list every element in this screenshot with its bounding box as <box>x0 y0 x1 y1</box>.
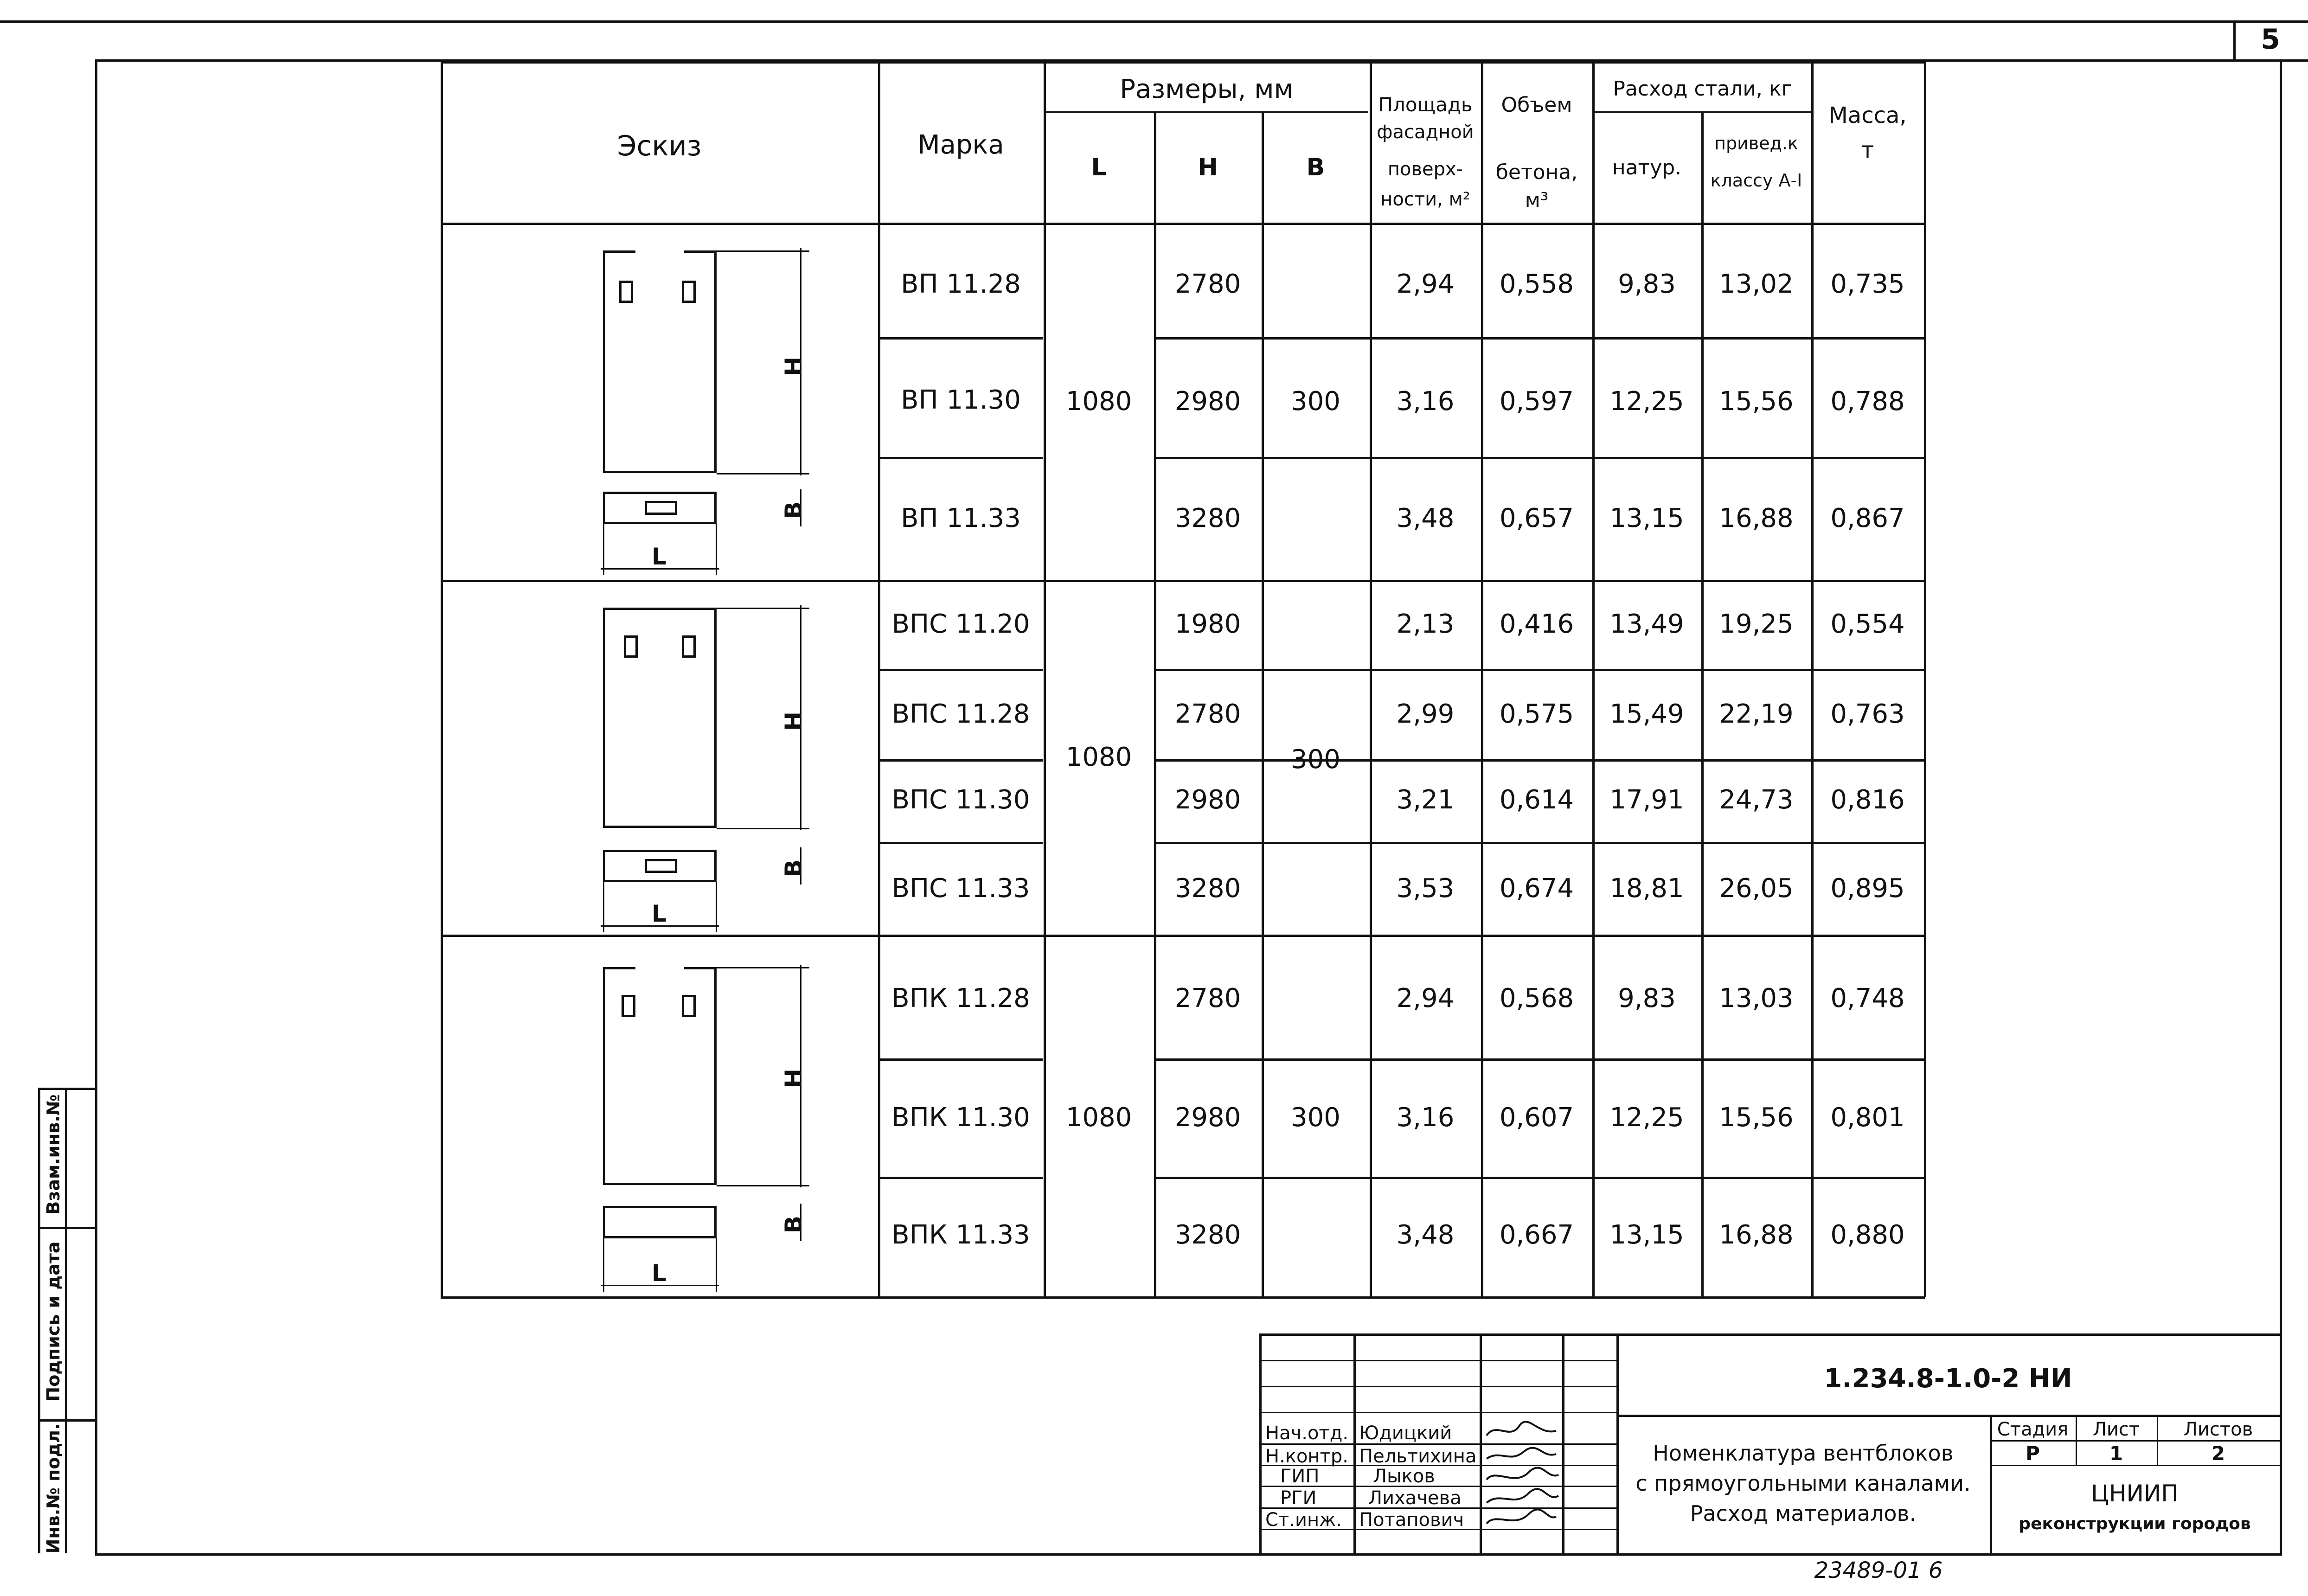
steel-nat-cell: 18,81 <box>1609 873 1684 904</box>
mass-cell: 0,735 <box>1830 269 1905 299</box>
row-line <box>878 337 1043 340</box>
area-cell: 3,53 <box>1396 873 1455 904</box>
H-cell: 3280 <box>1174 1220 1241 1250</box>
L-cell: 1080 <box>1065 742 1132 772</box>
steel-nat-cell: 15,49 <box>1609 699 1684 729</box>
header-B: B <box>1306 154 1325 181</box>
channel-opening <box>619 281 633 303</box>
header-mark: Марка <box>917 130 1004 160</box>
mass-cell: 0,554 <box>1830 609 1905 639</box>
bottom-number: 23489-01 6 <box>1814 1558 1943 1583</box>
row-line <box>878 457 1043 459</box>
area-cell: 3,48 <box>1396 503 1455 533</box>
panel-section <box>603 1206 717 1238</box>
mark-cell: ВПС 11.33 <box>891 873 1030 904</box>
steel-nat-cell: 13,49 <box>1609 609 1684 639</box>
header-volume-1: Объем <box>1501 93 1572 117</box>
H-cell: 1980 <box>1174 609 1241 639</box>
row-line <box>1154 1058 1925 1061</box>
ext-line <box>716 1238 717 1292</box>
tb-row <box>1259 1412 1616 1413</box>
stage-value: Р <box>2026 1442 2040 1465</box>
ext-line <box>603 524 604 575</box>
mass-cell: 0,788 <box>1830 386 1905 417</box>
ext-line <box>716 524 717 575</box>
channel-opening <box>682 635 696 658</box>
H-cell: 2980 <box>1174 386 1241 417</box>
L-cell: 1080 <box>1065 386 1132 417</box>
sheets-label: Листов <box>2183 1419 2253 1440</box>
person-name: Юдицкий <box>1359 1423 1452 1444</box>
row-line <box>878 842 1043 844</box>
tb-row <box>1259 1386 1616 1387</box>
panel-elevation <box>603 608 717 828</box>
dim-label-b: B <box>780 859 808 878</box>
sheet-value: 1 <box>2109 1442 2123 1465</box>
area-cell: 2,94 <box>1396 983 1455 1013</box>
frame-right <box>2280 59 2282 1554</box>
row-line <box>1154 337 1925 340</box>
panel-notch <box>635 248 684 260</box>
steel-nat-cell: 13,15 <box>1609 1220 1684 1250</box>
panel-notch <box>635 965 684 977</box>
ext-line <box>717 473 809 474</box>
frame-bottom <box>95 1553 2282 1556</box>
margin-sign-date: Подпись и дата <box>43 1241 64 1402</box>
volume-cell: 0,657 <box>1499 503 1574 533</box>
steel-red-cell: 15,56 <box>1719 1102 1794 1133</box>
steel-nat-cell: 9,83 <box>1618 269 1676 299</box>
person-name: Лыков <box>1373 1466 1435 1487</box>
B-cell: 300 <box>1291 744 1340 775</box>
role-label: Н.контр. <box>1265 1446 1348 1467</box>
stage-label: Стадия <box>1997 1419 2069 1440</box>
L-cell: 1080 <box>1065 1102 1132 1133</box>
mark-cell: ВП 11.28 <box>901 269 1021 299</box>
tb-row <box>1259 1360 1616 1361</box>
sheet-number-box-left <box>2233 20 2236 60</box>
org-line-2: реконструкции городов <box>2019 1514 2251 1533</box>
section-slot <box>645 859 677 873</box>
person-name: Лихачева <box>1368 1487 1462 1509</box>
dim-label-l: L <box>652 1260 667 1287</box>
B-cell: 300 <box>1291 1102 1340 1133</box>
H-cell: 2780 <box>1174 983 1241 1013</box>
col-line <box>1924 61 1926 1297</box>
signatures-image <box>1482 1417 1561 1531</box>
steel-red-cell: 22,19 <box>1719 699 1794 729</box>
margin-inv-no: Инв.№ подл. <box>43 1423 64 1554</box>
steel-nat-cell: 13,15 <box>1609 503 1684 533</box>
ext-line <box>717 608 809 609</box>
header-mass-1: Масса, <box>1828 103 1907 128</box>
row-line <box>878 759 1043 762</box>
sheets-value: 2 <box>2211 1442 2225 1465</box>
header-volume-2: бетона, <box>1495 160 1578 184</box>
sheet-number-box-bottom <box>2233 59 2308 62</box>
tb-code-bottom <box>1616 1415 2280 1417</box>
mass-cell: 0,816 <box>1830 785 1905 815</box>
mass-cell: 0,895 <box>1830 873 1905 904</box>
row-line <box>878 669 1043 671</box>
header-steel-red-1: привед.к <box>1714 133 1798 154</box>
header-mass-2: т <box>1861 137 1874 163</box>
row-line <box>878 1177 1043 1179</box>
row-line <box>878 1058 1043 1061</box>
mark-cell: ВПС 11.30 <box>891 785 1030 815</box>
steel-red-cell: 24,73 <box>1719 785 1794 815</box>
area-cell: 2,94 <box>1396 269 1455 299</box>
mark-cell: ВПС 11.28 <box>891 699 1030 729</box>
header-steel-red-2: классу А-I <box>1710 170 1802 191</box>
area-cell: 3,21 <box>1396 785 1455 815</box>
header-area-4: ности, м² <box>1380 189 1470 210</box>
ext-line <box>717 1185 809 1186</box>
volume-cell: 0,674 <box>1499 873 1574 904</box>
channel-opening <box>682 995 696 1017</box>
area-cell: 3,16 <box>1396 1102 1455 1133</box>
top-edge-line <box>0 20 2308 23</box>
volume-cell: 0,597 <box>1499 386 1574 417</box>
H-cell: 3280 <box>1174 873 1241 904</box>
dim-label-b: B <box>780 501 808 519</box>
mass-cell: 0,748 <box>1830 983 1905 1013</box>
mark-cell: ВП 11.33 <box>901 503 1021 533</box>
header-dims: Размеры, мм <box>1120 74 1294 104</box>
dim-label-h: H <box>780 1069 807 1088</box>
role-label: Нач.отд. <box>1265 1423 1349 1444</box>
dims-subheader-line <box>1044 111 1368 113</box>
ext-line <box>717 828 809 829</box>
dim-label-b: B <box>780 1215 808 1234</box>
area-cell: 2,13 <box>1396 609 1455 639</box>
volume-cell: 0,558 <box>1499 269 1574 299</box>
ext-line <box>717 967 809 968</box>
steel-red-cell: 16,88 <box>1719 503 1794 533</box>
H-cell: 2780 <box>1174 699 1241 729</box>
mass-cell: 0,880 <box>1830 1220 1905 1250</box>
mass-cell: 0,801 <box>1830 1102 1905 1133</box>
steel-red-cell: 19,25 <box>1719 609 1794 639</box>
header-sketch: Эскиз <box>617 130 702 162</box>
ext-line <box>603 882 604 932</box>
panel-elevation <box>603 967 717 1185</box>
steel-nat-cell: 12,25 <box>1609 386 1684 417</box>
frame-left <box>95 59 97 1554</box>
header-area-2: фасадной <box>1377 122 1474 143</box>
area-cell: 3,48 <box>1396 1220 1455 1250</box>
header-area-3: поверх- <box>1387 159 1463 180</box>
mark-cell: ВП 11.30 <box>901 385 1021 415</box>
dim-label-l: L <box>652 900 667 927</box>
title-line-1: Номенклатура вентблоков <box>1653 1441 1954 1466</box>
H-cell: 3280 <box>1174 503 1241 533</box>
person-name: Пельтихина <box>1359 1446 1477 1467</box>
H-cell: 2980 <box>1174 1102 1241 1133</box>
mass-cell: 0,763 <box>1830 699 1905 729</box>
channel-opening <box>624 635 638 658</box>
mark-cell: ВПС 11.20 <box>891 609 1030 639</box>
steel-red-cell: 26,05 <box>1719 873 1794 904</box>
tb-stage-row <box>1990 1465 2280 1466</box>
row-line <box>1154 842 1925 844</box>
mark-cell: ВПК 11.28 <box>891 983 1030 1013</box>
dim-label-h: H <box>780 711 807 731</box>
sheet-number: 5 <box>2261 23 2280 56</box>
steel-nat-cell: 9,83 <box>1618 983 1676 1013</box>
row-line <box>1154 1177 1925 1179</box>
table-top <box>441 61 1925 64</box>
row-line <box>1154 457 1925 459</box>
mark-cell: ВПК 11.33 <box>891 1220 1030 1250</box>
role-label: ГИП <box>1280 1466 1320 1487</box>
margin-vzam: Взам.инв.№ <box>43 1094 64 1215</box>
area-cell: 3,16 <box>1396 386 1455 417</box>
B-cell: 300 <box>1291 386 1340 417</box>
volume-cell: 0,607 <box>1499 1102 1574 1133</box>
ext-line <box>716 882 717 932</box>
H-cell: 2780 <box>1174 269 1241 299</box>
margin-strip-left <box>38 1088 40 1553</box>
volume-cell: 0,575 <box>1499 699 1574 729</box>
channel-opening <box>622 995 635 1017</box>
H-cell: 2980 <box>1174 785 1241 815</box>
steel-red-cell: 13,03 <box>1719 983 1794 1013</box>
title-line-2: с прямоугольными каналами. <box>1635 1471 1971 1496</box>
tb-stage-row <box>1990 1440 2280 1442</box>
volume-cell: 0,667 <box>1499 1220 1574 1250</box>
area-cell: 2,99 <box>1396 699 1455 729</box>
title-line-3: Расход материалов. <box>1690 1501 1917 1526</box>
margin-strip-mid <box>65 1088 67 1553</box>
doc-code: 1.234.8-1.0-2 НИ <box>1824 1364 2072 1394</box>
steel-red-cell: 16,88 <box>1719 1220 1794 1250</box>
org-line-1: ЦНИИП <box>2091 1480 2179 1507</box>
person-name: Потапович <box>1359 1509 1464 1531</box>
channel-opening <box>682 281 696 303</box>
role-label: РГИ <box>1280 1487 1317 1509</box>
volume-cell: 0,416 <box>1499 609 1574 639</box>
steel-nat-cell: 12,25 <box>1609 1102 1684 1133</box>
tb-top <box>1259 1333 2280 1336</box>
header-volume-3: м³ <box>1525 188 1549 212</box>
volume-cell: 0,614 <box>1499 785 1574 815</box>
ext-line <box>603 1238 604 1292</box>
mark-cell: ВПК 11.30 <box>891 1102 1030 1133</box>
mass-cell: 0,867 <box>1830 503 1905 533</box>
role-label: Ст.инж. <box>1265 1509 1342 1531</box>
header-L: L <box>1091 154 1107 181</box>
section-slot <box>645 501 677 515</box>
sheet-label: Лист <box>2092 1419 2140 1440</box>
ext-line <box>717 250 809 252</box>
dim-label-l: L <box>652 543 667 570</box>
header-steel: Расход стали, кг <box>1613 77 1792 101</box>
steel-red-cell: 13,02 <box>1719 269 1794 299</box>
header-steel-nat: натур. <box>1612 156 1682 179</box>
header-area-1: Площадь <box>1378 93 1473 116</box>
steel-nat-cell: 17,91 <box>1609 785 1684 815</box>
steel-red-cell: 15,56 <box>1719 386 1794 417</box>
volume-cell: 0,568 <box>1499 983 1574 1013</box>
dim-label-h: H <box>780 357 807 376</box>
header-H: H <box>1198 154 1218 181</box>
col-line <box>441 61 443 1297</box>
row-line <box>1154 669 1925 671</box>
